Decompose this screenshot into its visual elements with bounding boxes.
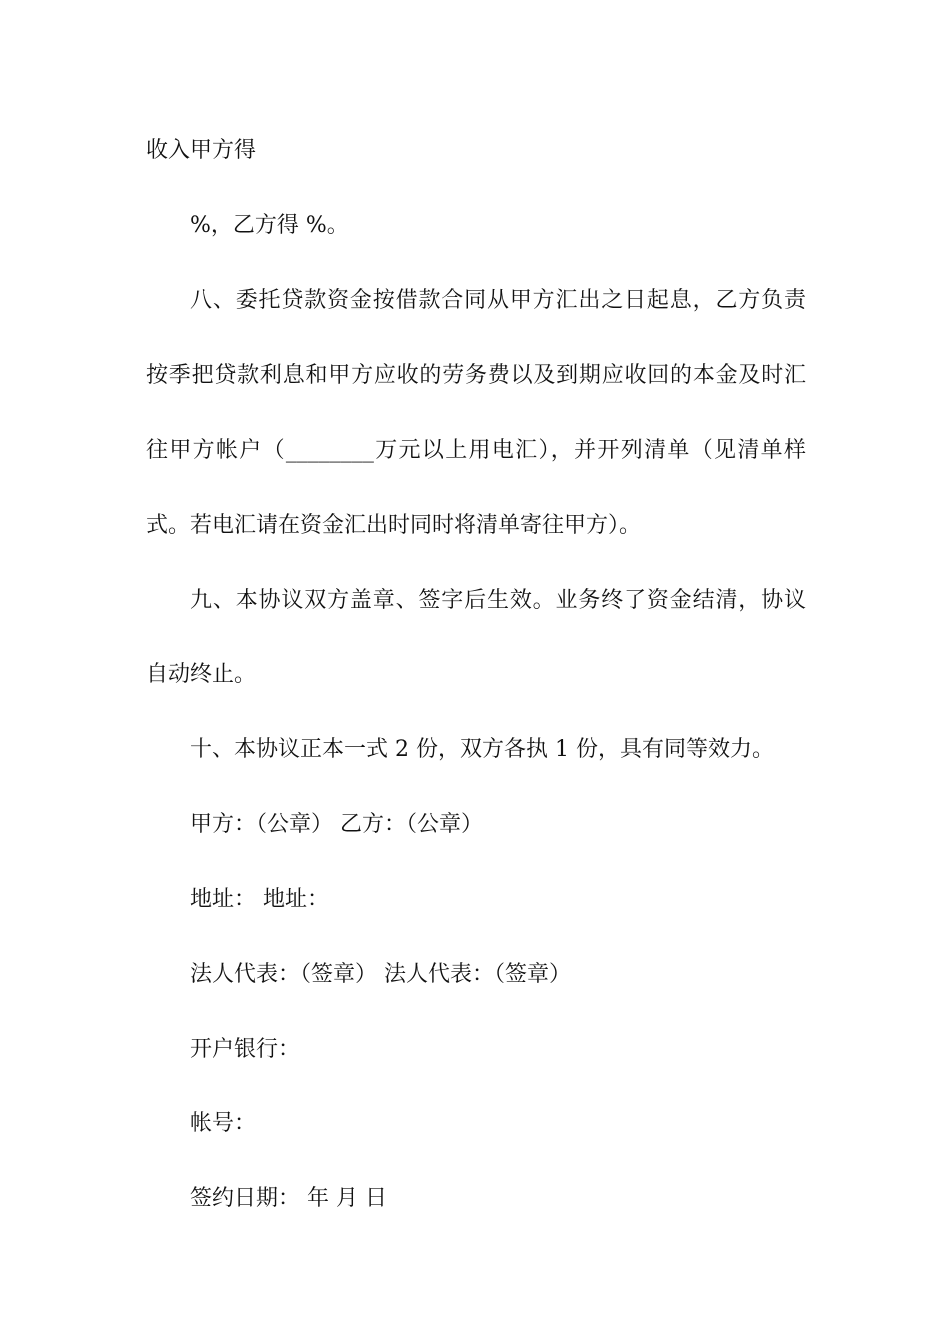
clause-8-line-3: 往甲方帐户（________万元以上用电汇），并开列清单（见清单样 xyxy=(146,438,806,463)
signature-bank: 开户银行： xyxy=(190,1037,301,1062)
signature-date: 签约日期： 年 月 日 xyxy=(190,1186,387,1211)
clause-8-line-2: 按季把贷款利息和甲方应收的劳务费以及到期应收回的本金及时汇 xyxy=(146,363,806,388)
clause-10: 十、本协议正本一式 2 份，双方各执 1 份，具有同等效力。 xyxy=(190,737,774,762)
signature-address: 地址： 地址： xyxy=(190,887,329,912)
clause-8-line-4: 式。若电汇请在资金汇出时同时将清单寄往甲方）。 xyxy=(146,513,642,538)
signature-account-number: 帐号： xyxy=(190,1111,257,1136)
text-line-1: 收入甲方得 xyxy=(146,138,257,163)
clause-9-line-2: 自动终止。 xyxy=(146,662,257,687)
signature-party-seal: 甲方：（公章） 乙方：（公章） xyxy=(190,812,483,837)
signature-legal-representative: 法人代表：（签章） 法人代表：（签章） xyxy=(190,962,571,987)
text-line-2: %，乙方得 %。 xyxy=(190,213,349,238)
clause-9-line-1: 九、本协议双方盖章、签字后生效。业务终了资金结清，协议 xyxy=(190,588,806,613)
clause-8-line-1: 八、委托贷款资金按借款合同从甲方汇出之日起息，乙方负责 xyxy=(190,288,806,313)
